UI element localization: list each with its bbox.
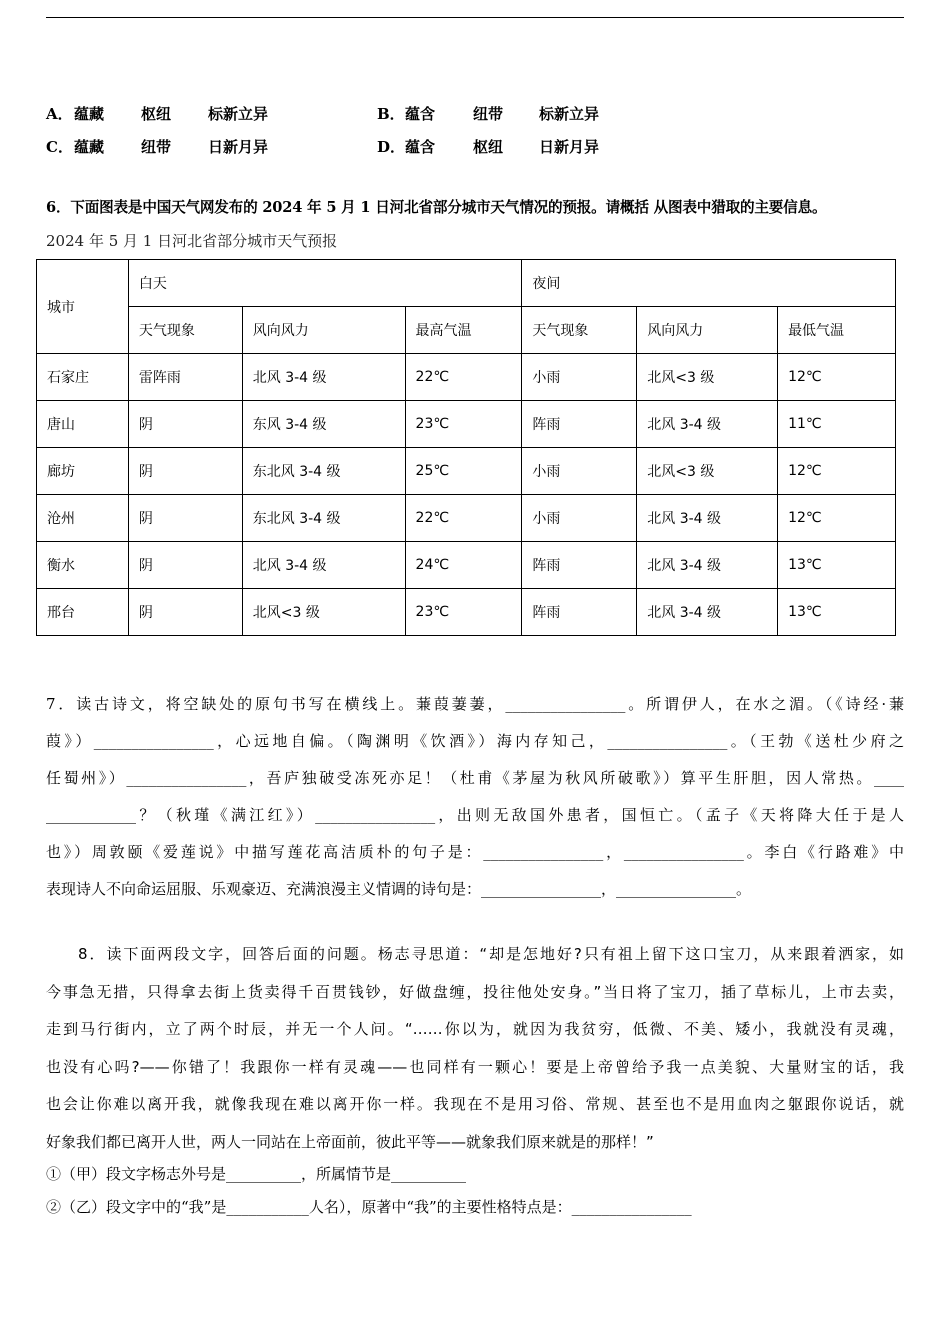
option-word: 纽带 [141, 138, 172, 156]
option-word: 日新月异 [539, 138, 600, 156]
table-cell: 阴 [128, 448, 242, 495]
table-cell: 北风<3 级 [637, 354, 778, 401]
header-day: 白天 [128, 260, 522, 307]
table-cell: 东风 3-4 级 [242, 401, 405, 448]
table-cell: 22℃ [405, 354, 522, 401]
table-cell: 北风 3-4 级 [637, 589, 778, 636]
table-cell: 23℃ [405, 589, 522, 636]
weather-table [36, 259, 896, 636]
option-word: 蕴藏 [74, 138, 105, 156]
table-cell: 北风 3-4 级 [637, 401, 778, 448]
subheader-cell: 风向风力 [637, 307, 778, 354]
option-letter: B． [377, 105, 405, 123]
table-row [37, 448, 896, 495]
table-cell: 23℃ [405, 401, 522, 448]
option-word: 标新立异 [539, 105, 600, 123]
option-c[interactable] [46, 136, 268, 157]
q7-line: 葭》）________________，心远地自偏。（陶渊明《饮酒》）海内存知己，________________。（王勃《送杜少府之 [46, 732, 904, 750]
subheader-cell: 风向风力 [242, 307, 405, 354]
header-city: 城市 [37, 260, 129, 354]
table-cell: 13℃ [778, 542, 896, 589]
table-cell: 12℃ [778, 448, 896, 495]
table-cell: 北风<3 级 [637, 448, 778, 495]
table-cell: 12℃ [778, 354, 896, 401]
table-cell: 石家庄 [37, 354, 129, 401]
table-row [37, 542, 896, 589]
table-row [37, 495, 896, 542]
table-cell: 北风 3-4 级 [637, 542, 778, 589]
table-row [37, 401, 896, 448]
table-cell: 阵雨 [522, 401, 637, 448]
option-letter: D． [377, 138, 406, 156]
table-cell: 北风 3-4 级 [242, 354, 405, 401]
option-word: 标新立异 [208, 105, 269, 123]
table-cell: 阴 [128, 542, 242, 589]
option-word: 枢纽 [141, 105, 172, 123]
table-cell: 北风 3-4 级 [242, 542, 405, 589]
table-row [37, 354, 896, 401]
table-cell: 阴 [128, 589, 242, 636]
header-night: 夜间 [522, 260, 896, 307]
table-cell: 阴 [128, 495, 242, 542]
q8-line: 8．读下面两段文字，回答后面的问题。杨志寻思道：“却是怎地好?只有祖上留下这口宝刀，从来跟着洒家，如 [78, 945, 904, 963]
table-cell: 衡水 [37, 542, 129, 589]
table-cell: 阵雨 [522, 542, 637, 589]
table-cell: 唐山 [37, 401, 129, 448]
q7-line: 任蜀州》）________________，吾庐独破受冻死亦足！（杜甫《茅屋为秋风所破歌》）算平生肝胆，因人常热。____ [46, 769, 904, 787]
table-cell: 阵雨 [522, 589, 637, 636]
table-cell: 小雨 [522, 448, 637, 495]
option-word: 纽带 [473, 105, 504, 123]
option-word: 枢纽 [473, 138, 504, 156]
table-cell: 22℃ [405, 495, 522, 542]
subheader-cell: 天气现象 [128, 307, 242, 354]
table-cell: 北风 3-4 级 [637, 495, 778, 542]
option-word: 蕴藏 [74, 105, 105, 123]
option-word: 蕴含 [405, 105, 436, 123]
q7-line: 表现诗人不向命运屈服、乐观豪迈、充满浪漫主义情调的诗句是：________________，________________。 [46, 880, 752, 898]
table-cell: 小雨 [522, 495, 637, 542]
option-letter: A． [46, 105, 73, 123]
q8-paragraph [46, 936, 904, 1161]
table-cell: 北风<3 级 [242, 589, 405, 636]
q7-line: 7．读古诗文，将空缺处的原句书写在横线上。蒹葭萋萋，________________。所谓伊人，在水之湄。（《诗经·蒹 [46, 695, 904, 713]
table-cell: 沧州 [37, 495, 129, 542]
table-cell: 东北风 3-4 级 [242, 495, 405, 542]
q7-line: 也》）周敦颐《爱莲说》中描写莲花高洁质朴的句子是：________________，________________。李白《行路难》中 [46, 843, 904, 861]
table-cell: 东北风 3-4 级 [242, 448, 405, 495]
q8-subquestion-1: ①（甲）段文字杨志外号是__________，所属情节是__________ [46, 1165, 467, 1183]
table-cell: 小雨 [522, 354, 637, 401]
table-subheader-row [37, 307, 896, 354]
table-cell: 12℃ [778, 495, 896, 542]
q6-prompt: 6．下面图表是中国天气网发布的 2024 年 5 月 1 日河北省部分城市天气情况的预报。请概括 从图表中猎取的主要信息。 [46, 199, 827, 216]
q8-line: 也会让你难以离开我，就像我现在难以离开你一样。我现在不是用习俗、常规、甚至也不是用血肉之躯跟你说话，就 [46, 1095, 904, 1113]
subheader-cell: 最高气温 [405, 307, 522, 354]
table-cell: 11℃ [778, 401, 896, 448]
table-cell: 廊坊 [37, 448, 129, 495]
q8-line: 好象我们都已离开人世，两人一同站在上帝面前，彼此平等——就象我们原来就是的那样！” [46, 1132, 654, 1151]
q7-line: ____________？（秋瑾《满江红》）________________，出则无敌国外患者，国恒亡。（孟子《天将降大任于是人 [46, 806, 904, 824]
option-letter: C． [46, 138, 73, 156]
table-caption: 2024 年 5 月 1 日河北省部分城市天气预报 [46, 232, 338, 250]
table-cell: 25℃ [405, 448, 522, 495]
q8-subquestion-2: ②（乙）段文字中的“我”是___________人名），原著中“我”的主要性格特点是：________________ [46, 1198, 692, 1216]
table-cell: 13℃ [778, 589, 896, 636]
subheader-cell: 天气现象 [522, 307, 637, 354]
table-cell: 邢台 [37, 589, 129, 636]
option-b[interactable] [377, 103, 599, 124]
q7-paragraph [46, 686, 904, 908]
subheader-cell: 最低气温 [778, 307, 896, 354]
table-header-row [37, 260, 896, 307]
option-d[interactable] [377, 136, 599, 157]
table-cell: 雷阵雨 [128, 354, 242, 401]
table-cell: 24℃ [405, 542, 522, 589]
option-word: 蕴含 [405, 138, 436, 156]
header-rule [46, 17, 904, 18]
table-cell: 阴 [128, 401, 242, 448]
q8-line: 今事急无措，只得拿去街上货卖得千百贯钱钞，好做盘缠，投往他处安身。”当日将了宝刀，插了草标儿，上市去卖， [46, 982, 904, 1001]
option-a[interactable] [46, 103, 268, 124]
q8-line: 走到马行街内，立了两个时辰，并无一个人问。“……你以为，就因为我贫穷，低微、不美、矮小，我就没有灵魂， [46, 1020, 904, 1038]
table-row [37, 589, 896, 636]
q8-line: 也没有心吗?——你错了！我跟你一样有灵魂——也同样有一颗心！要是上帝曾给予我一点美貌、大量财宝的话，我 [46, 1057, 904, 1076]
option-word: 日新月异 [208, 138, 269, 156]
